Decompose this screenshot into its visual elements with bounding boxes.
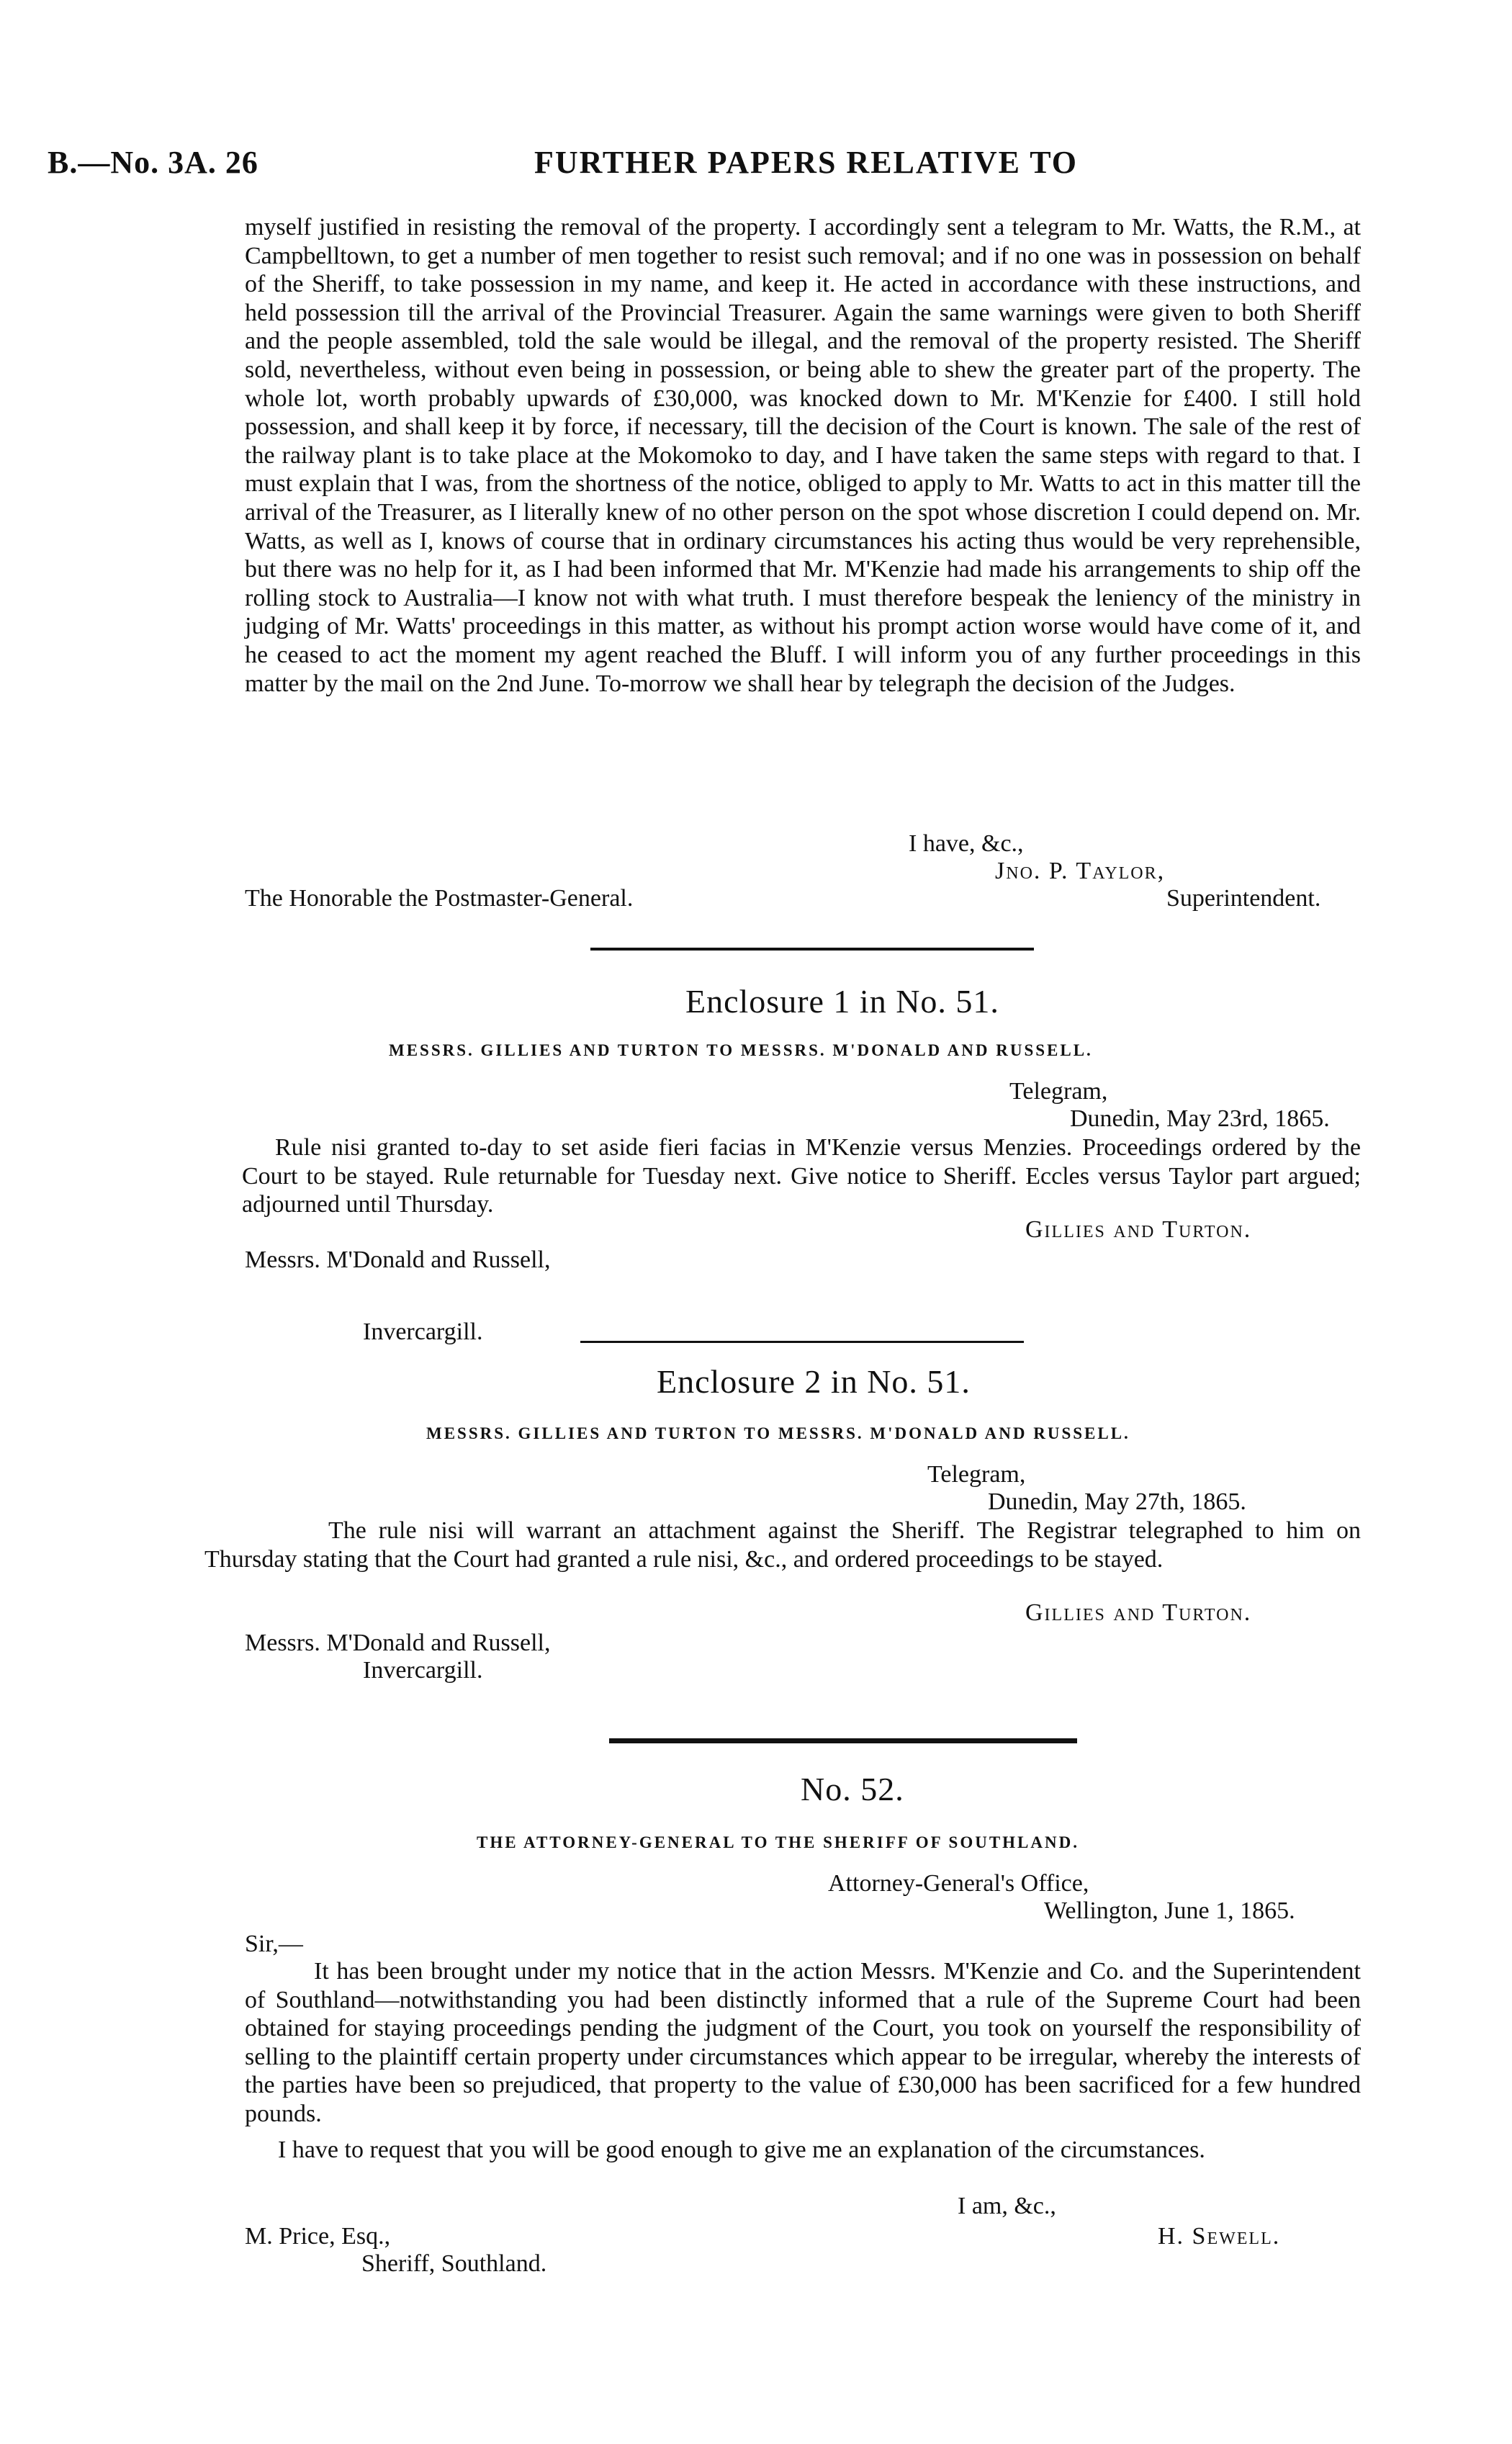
section-divider: [580, 1341, 1024, 1343]
no-52-heading: No. 52.: [801, 1771, 904, 1807]
enclosure-2-type: Telegram,: [927, 1461, 1026, 1488]
letter-paragraph: myself justified in resisting the removal of the property. I accordingly sent a telegram to Mr. Watts, the R.M., at Campbelltown, to get a number of men together to resist such removal; and if no one was in possession on behalf of the Sheriff, to take possession in my name, and keep it. He acted in accordance with these instructions, and held possession till the arrival of the Provincial Treasurer. Again the same warnings were given to both Sheriff and the people assembled, told the sale would be illegal, and the removal of the property resisted. The Sheriff sold, nevertheless, without even being in possession, or being able to shew the greater part of the property. The whole lot, worth probably upwards of £30,000, was knocked down to Mr. M'Kenzie for £400. I still hold possession, and shall keep it by force, if necessary, till the decision of the Court is known. The sale of the rest of the railway plant is to take place at the Mokomoko to day, and I have taken the same steps with regard to that. I must explain that I was, from the shortness of the notice, obliged to apply to Mr. Watts to act in this matter till the arrival of the Treasurer, as I literally knew of no other person on the spot whose discretion I could depend on. Mr. Watts, as well as I, knows of course that in ordinary circumstances his acting thus would be very reprehensible, but there was no help for it, as I had been informed that Mr. M'Kenzie had made his arrangements to ship off the rolling stock to Australia—I know not with what truth. I must therefore bespeak the leniency of the ministry in judging of Mr. Watts' proceedings in this matter, as without his prompt action worse would have come of it, and he ceased to act the moment my agent reached the Bluff. I will inform you of any further proceedings in this matter by the mail on the 2nd June. To-morrow we shall hear by telegraph the decision of the Judges.: [245, 214, 1361, 697]
enclosure-1-addressee: Messrs. M'Donald and Russell,: [245, 1246, 551, 1273]
page-reference: B.—No. 3A. 26: [48, 145, 258, 180]
section-divider: [590, 948, 1034, 951]
enclosure-2-caption: MESSRS. GILLIES AND TURTON TO MESSRS. M'DONALD AND RUSSELL.: [426, 1424, 1130, 1442]
no-52-office: Attorney-General's Office,: [828, 1870, 1089, 1897]
letter-signature: Jno. P. Taylor,: [995, 858, 1166, 884]
enclosure-2-paragraph: The rule nisi will warrant an attachment against the Sheriff. The Registrar telegraphed to him on Thursday stating that the Court had granted a rule nisi, &c., and ordered proceedings to be stayed.: [204, 1517, 1361, 1573]
enclosure-2-addressee-place: Invercargill.: [363, 1657, 483, 1684]
letter-closing: I have, &c.,: [909, 830, 1024, 857]
page-header: [48, 144, 1171, 194]
letter-signature-title: Superintendent.: [1166, 885, 1321, 912]
no-52-addressee: M. Price, Esq.,: [245, 2223, 391, 2250]
enclosure-2-date: Dunedin, May 27th, 1865.: [988, 1488, 1246, 1515]
enclosure-2-signature: Gillies and Turton.: [1025, 1599, 1252, 1626]
no-52-salutation: Sir,—: [245, 1931, 303, 1957]
page-title: FURTHER PAPERS RELATIVE TO: [534, 145, 1078, 180]
enclosure-1-heading: Enclosure 1 in No. 51.: [685, 983, 999, 1020]
no-52-closing: I am, &c.,: [958, 2193, 1056, 2219]
enclosure-1-caption: MESSRS. GILLIES AND TURTON TO MESSRS. M'DONALD AND RUSSELL.: [389, 1041, 1093, 1059]
no-52-paragraph-1: It has been brought under my notice that in the action Messrs. M'Kenzie and Co. and the Superintendent of Southland—notwithstanding you had been distinctly informed that a rule of the Supreme Court had been obtained for staying proceedings pending the judgment of the Court, you took on yourself the responsibility of selling to the plaintiff certain property under circumstances which appear to be irregular, whereby the interests of the parties have been so prejudiced, that property to the value of £30,000 has been sacrificed for a few hundred pounds.: [245, 1958, 1361, 2127]
enclosure-1-paragraph: Rule nisi granted to-day to set aside fieri facias in M'Kenzie versus Menzies. Proceedings ordered by the Court to be stayed. Rule returnable for Tuesday next. Give notice to Sheriff. Eccles versus Taylor part argued; adjourned until Thursday.: [242, 1134, 1361, 1218]
enclosure-2-addressee: Messrs. M'Donald and Russell,: [245, 1630, 551, 1656]
no-52-addressee-place: Sheriff, Southland.: [361, 2250, 547, 2277]
section-divider-thick: [609, 1738, 1077, 1743]
no-52-caption: THE ATTORNEY-GENERAL TO THE SHERIFF OF SOUTHLAND.: [477, 1833, 1079, 1851]
no-52-date: Wellington, June 1, 1865.: [1044, 1897, 1295, 1924]
enclosure-1-date: Dunedin, May 23rd, 1865.: [1070, 1105, 1330, 1132]
enclosure-1-addressee-place: Invercargill.: [363, 1318, 483, 1345]
no-52-paragraph-2: I have to request that you will be good enough to give me an explanation of the circumstances.: [278, 2137, 1205, 2163]
enclosure-1-type: Telegram,: [1009, 1078, 1108, 1105]
enclosure-2-heading: Enclosure 2 in No. 51.: [657, 1363, 971, 1400]
enclosure-1-signature: Gillies and Turton.: [1025, 1216, 1252, 1243]
no-52-signature: H. Sewell.: [1158, 2223, 1281, 2250]
letter-addressee: The Honorable the Postmaster-General.: [245, 885, 634, 912]
